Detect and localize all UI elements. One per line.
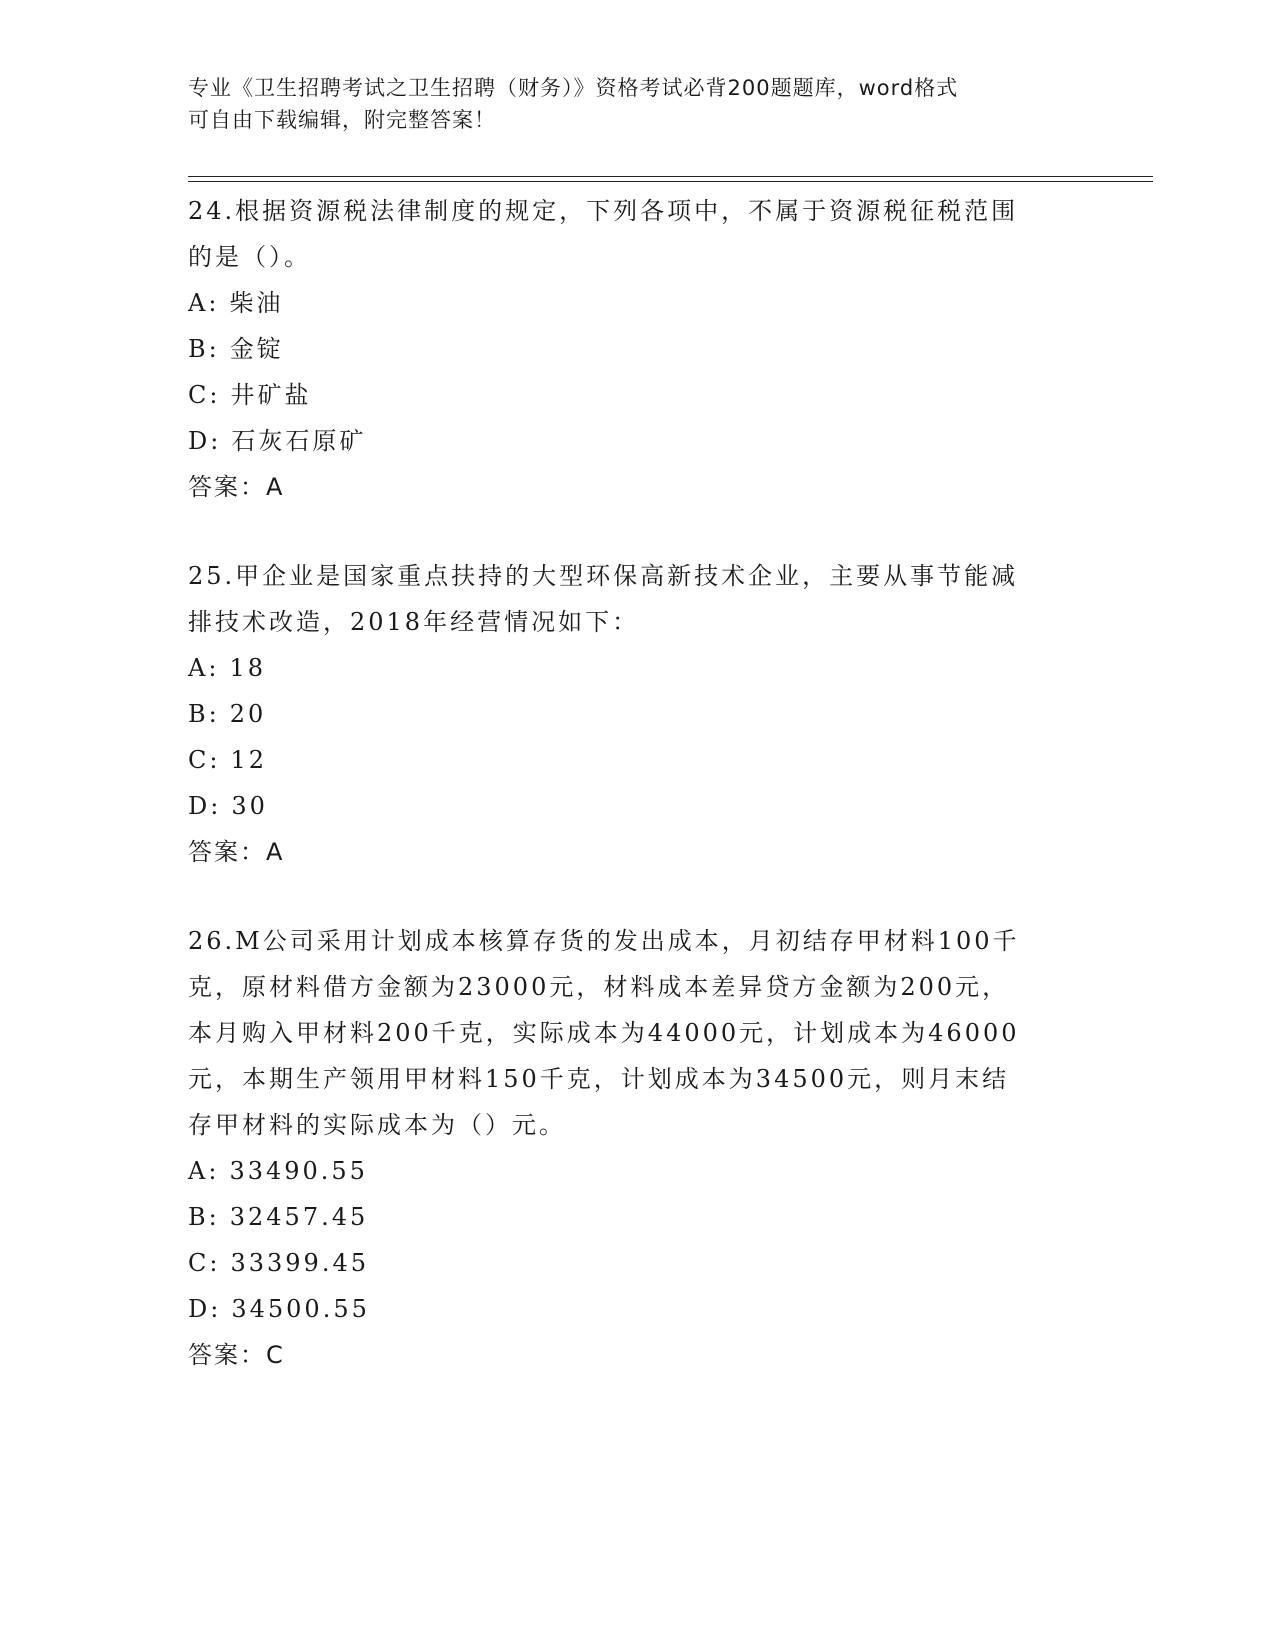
question-text-line: 克，原材料借方金额为23000元，材料成本差异贷方金额为200元， [188, 973, 1010, 1001]
option-value: 金锭 [229, 335, 284, 363]
option-a [188, 645, 1088, 691]
option-key: A [188, 654, 209, 682]
option-value: 石灰石原矿 [231, 427, 367, 455]
option-key: A [188, 289, 209, 317]
option-value: 井矿盐 [230, 381, 312, 409]
option-key: A [188, 1157, 209, 1185]
answer-line: 答案：A [188, 473, 285, 501]
option-b [188, 326, 1088, 372]
option-separator: : [210, 1295, 222, 1323]
option-a [188, 280, 1088, 326]
option-key: D [188, 1295, 211, 1323]
option-d [188, 1286, 1088, 1332]
option-key: B [188, 700, 209, 728]
option-d [188, 783, 1088, 829]
option-separator: : [210, 792, 222, 820]
option-separator: : [209, 746, 221, 774]
question-text-line: 26.M公司采用计划成本核算存货的发出成本，月初结存甲材料100千 [188, 927, 1020, 955]
option-separator: : [208, 1203, 220, 1231]
option-value: 32457.45 [229, 1203, 369, 1231]
option-value: 34500.55 [231, 1295, 370, 1323]
option-value: 12 [230, 746, 268, 774]
option-separator: : [209, 1249, 221, 1277]
question-26 [188, 918, 1088, 1378]
document-header [188, 72, 1068, 136]
question-text-line: 24.根据资源税法律制度的规定，下列各项中，不属于资源税征税范围 [188, 197, 1019, 225]
option-value: 30 [231, 792, 268, 820]
option-c [188, 372, 1088, 418]
header-line-2: 可自由下载编辑，附完整答案！ [188, 108, 496, 132]
question-text-line: 存甲材料的实际成本为（）元。 [188, 1111, 566, 1139]
question-text-line: 25.甲企业是国家重点扶持的大型环保高新技术企业，主要从事节能减 [188, 562, 1019, 590]
question-text-line: 的是（）。 [188, 243, 311, 271]
option-value: 33490.55 [229, 1157, 368, 1185]
option-key: D [188, 792, 211, 820]
option-separator: : [208, 1157, 220, 1185]
option-key: C [188, 1249, 210, 1277]
option-key: B [188, 1203, 209, 1231]
question-text-line: 排技术改造，2018年经营情况如下： [188, 608, 640, 636]
option-separator: : [208, 289, 220, 317]
question-25 [188, 553, 1088, 875]
option-separator: : [208, 654, 220, 682]
option-value: 33399.45 [230, 1249, 369, 1277]
option-d [188, 418, 1088, 464]
option-separator: : [208, 335, 220, 363]
answer-line: 答案：A [188, 838, 285, 866]
option-key: B [188, 335, 209, 363]
option-key: D [188, 427, 211, 455]
option-separator: : [208, 700, 220, 728]
header-divider-bottom [188, 181, 1153, 182]
option-b [188, 691, 1088, 737]
answer-line: 答案：C [188, 1341, 285, 1369]
option-key: C [188, 746, 210, 774]
question-24 [188, 188, 1088, 510]
option-c [188, 1240, 1088, 1286]
header-divider-top [188, 176, 1153, 177]
option-c [188, 737, 1088, 783]
option-b [188, 1194, 1088, 1240]
option-value: 柴油 [229, 289, 284, 317]
option-value: 20 [229, 700, 267, 728]
option-value: 18 [229, 654, 266, 682]
option-separator: : [209, 381, 221, 409]
question-text-line: 本月购入甲材料200千克，实际成本为44000元，计划成本为46000 [188, 1019, 1020, 1047]
option-a [188, 1148, 1088, 1194]
question-text-line: 元，本期生产领用甲材料150千克，计划成本为34500元，则月末结 [188, 1065, 1010, 1093]
option-key: C [188, 381, 210, 409]
option-separator: : [210, 427, 222, 455]
header-line-1: 专业《卫生招聘考试之卫生招聘（财务）》资格考试必背200题题库，word格式 [188, 76, 959, 100]
